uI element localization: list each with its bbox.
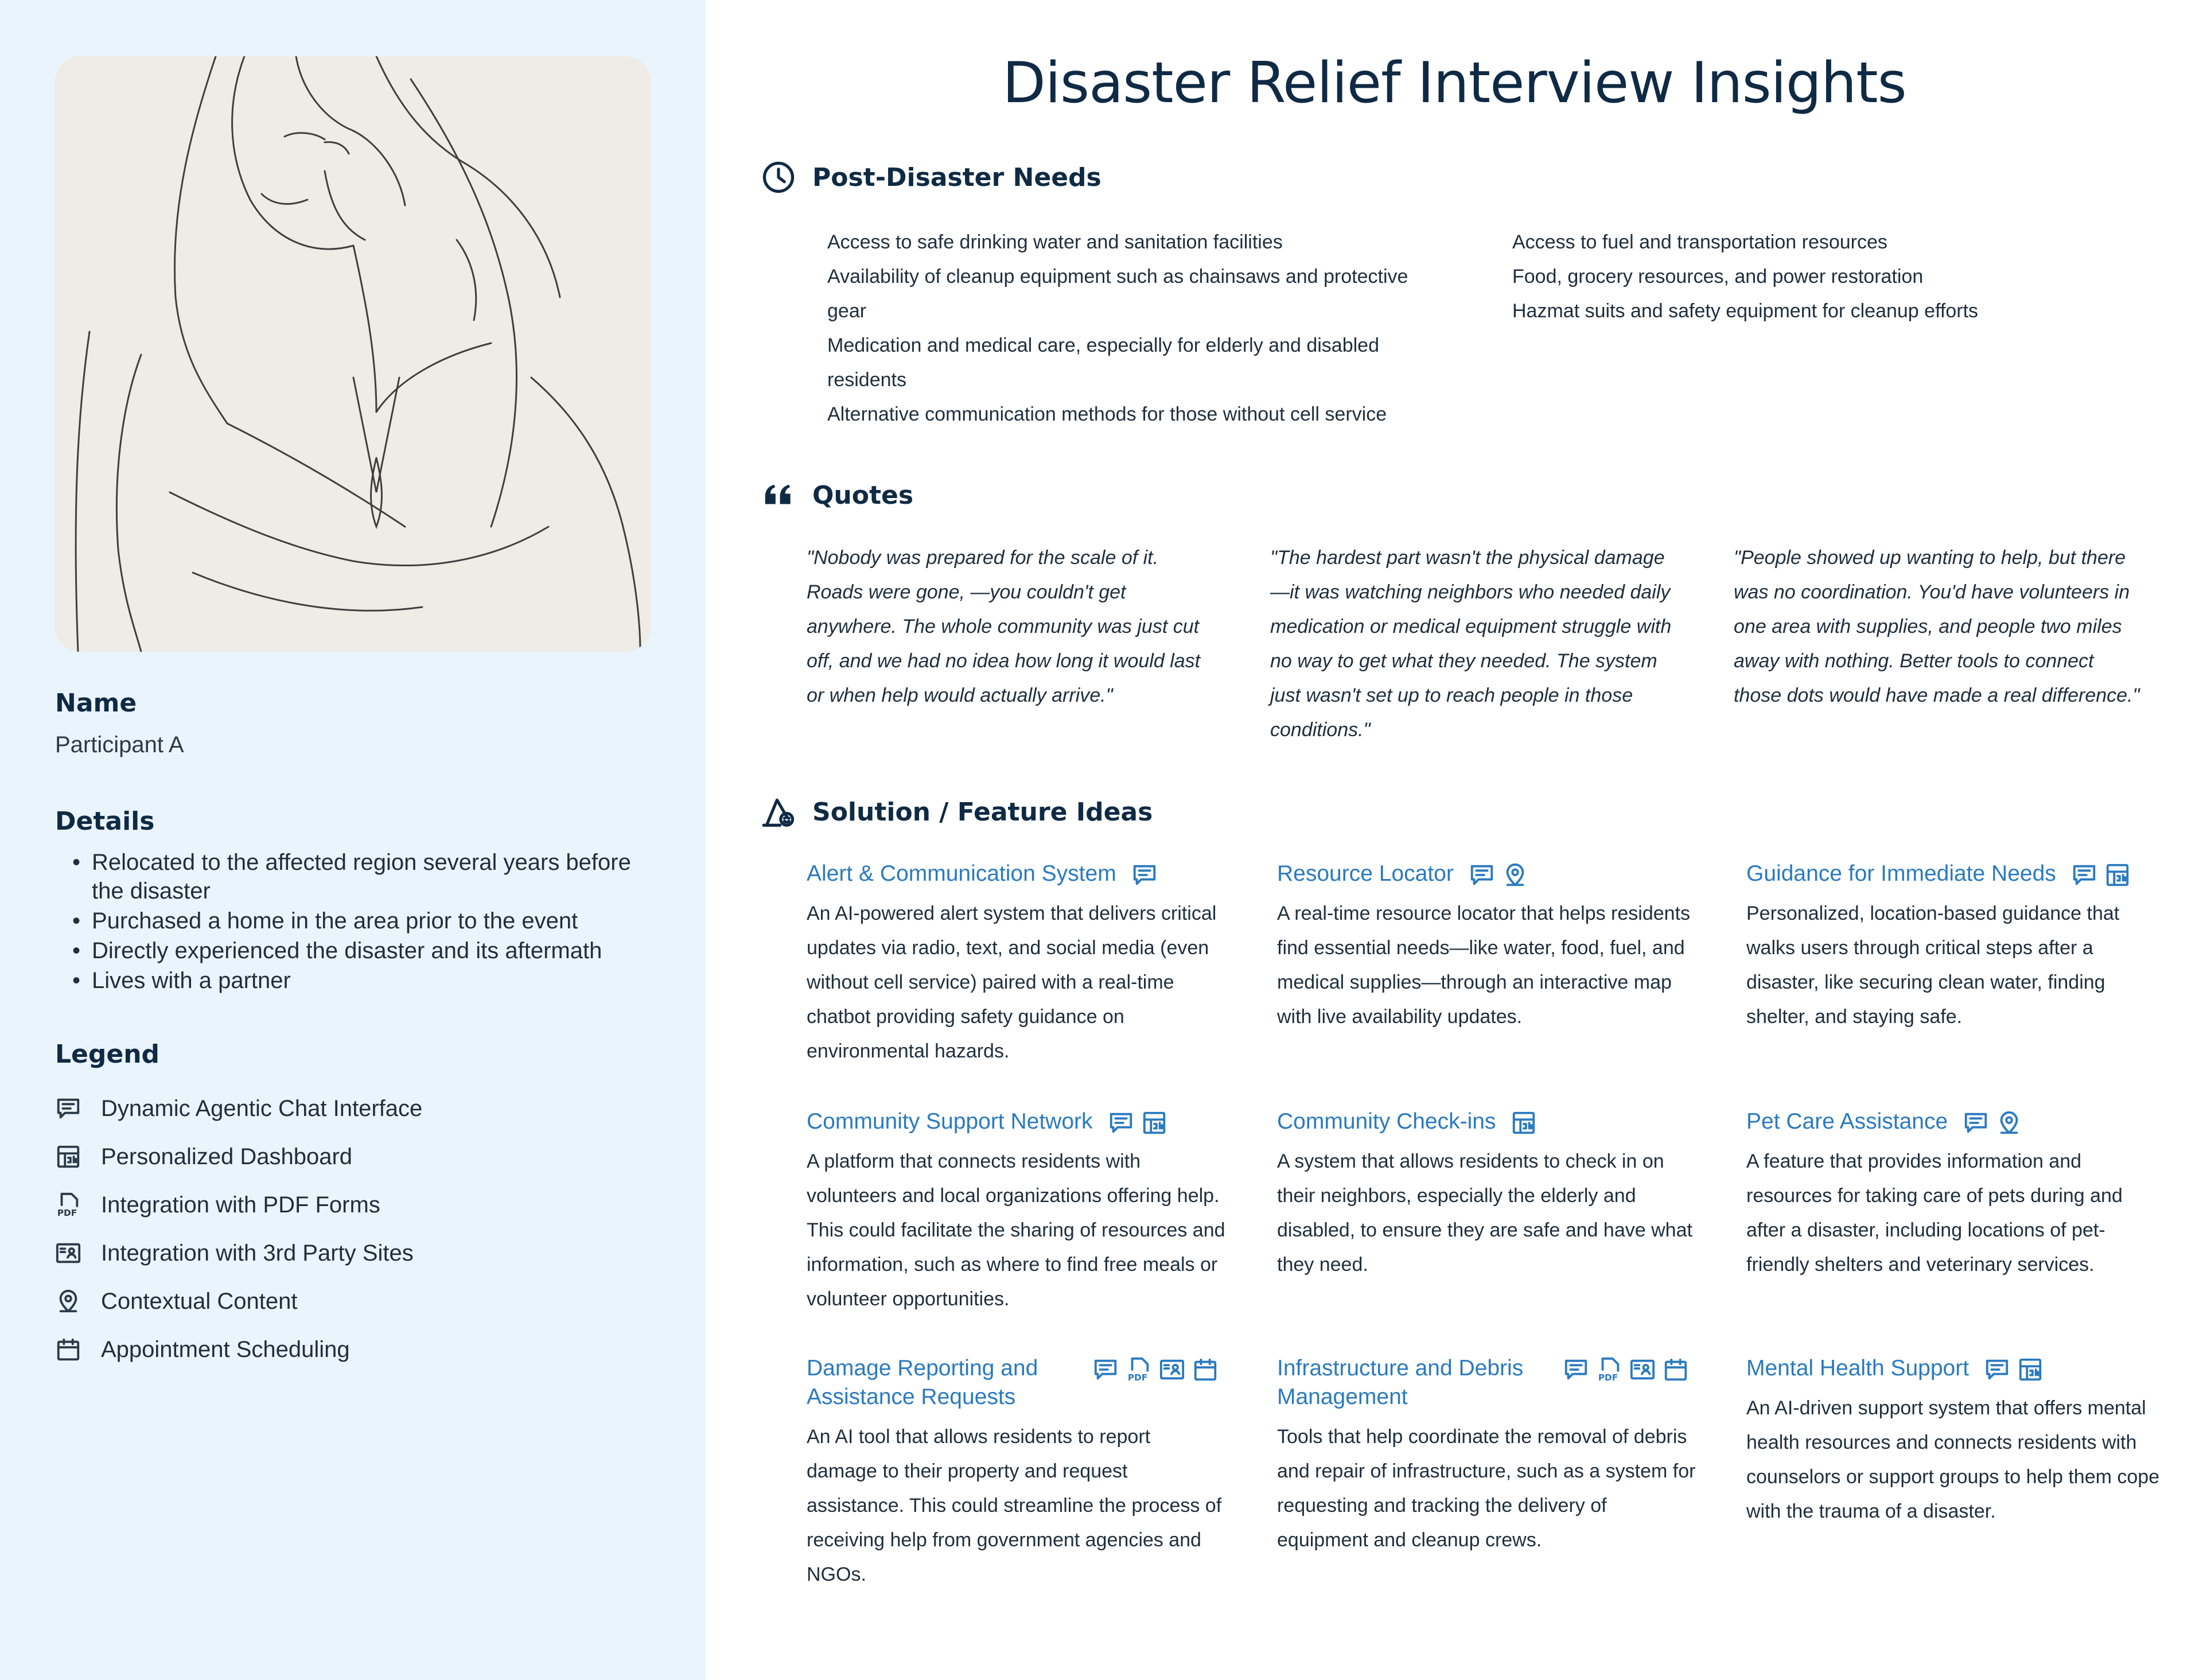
legend-item-third-party bbox=[55, 1229, 663, 1277]
dashboard-icon bbox=[1141, 1110, 1167, 1136]
feature-card bbox=[1746, 1354, 2165, 1529]
chat-icon bbox=[1963, 1110, 1989, 1136]
feature-title: Damage Reporting and Assistance Requests bbox=[807, 1356, 1038, 1409]
feature-icons bbox=[1131, 862, 1165, 888]
ideas-icon bbox=[761, 794, 796, 830]
legend-label: Integration with 3rd Party Sites bbox=[101, 1240, 414, 1266]
chat-icon bbox=[2071, 862, 2097, 888]
calendar-icon bbox=[55, 1336, 81, 1363]
legend-item-location bbox=[55, 1277, 663, 1325]
details-list bbox=[55, 848, 652, 996]
dashboard-icon bbox=[2104, 862, 2131, 888]
legend-label: Dynamic Agentic Chat Interface bbox=[101, 1095, 423, 1121]
needs-list-right bbox=[1512, 225, 2143, 328]
feature-card bbox=[1277, 860, 1696, 1034]
quote-3: "People showed up wanting to help, but there was no coordination. You'd have volunteers in one area with supplies, and people two miles away with nothing. Better tools to connect those dots would have made a real difference." bbox=[1734, 547, 2140, 706]
need-item: Alternative communication methods for those without cell service bbox=[827, 403, 1387, 425]
third-party-icon bbox=[1159, 1356, 1185, 1383]
main-content bbox=[706, 0, 2203, 1680]
svg-text:PDF: PDF bbox=[57, 1208, 77, 1218]
quote-2: "The hardest part wasn't the physical damage—it was watching neighbors who needed daily medication or medical equipment struggle with no way to get what they needed. The system just wasn't set up to reach people in those conditions." bbox=[1270, 547, 1672, 741]
feature-card bbox=[1277, 1107, 1696, 1282]
svg-text:PDF: PDF bbox=[1598, 1372, 1618, 1383]
chat-icon bbox=[1984, 1356, 2010, 1383]
features-heading: Solution / Feature Ideas bbox=[812, 797, 1153, 827]
dashboard-icon bbox=[2017, 1356, 2044, 1383]
quote-1: "Nobody was prepared for the scale of it. Roads were gone, —you couldn't get anywhere. The whole community was just cut off, and we had no idea how long it would last or when help would actually arrive." bbox=[807, 547, 1201, 706]
feature-description: An AI tool that allows residents to report damage to their property and request assistance. This could streamline the process of receiving help from government agencies and NGOs. bbox=[807, 1426, 1222, 1585]
page-title: Disaster Relief Interview Insights bbox=[1002, 50, 1906, 116]
feature-icons bbox=[1563, 1356, 1696, 1383]
need-item: Access to fuel and transportation resources bbox=[1512, 231, 1887, 253]
detail-item: • Purchased a home in the area prior to the event bbox=[55, 907, 652, 935]
legend-heading: Legend bbox=[55, 1040, 160, 1069]
need-item: Hazmat suits and safety equipment for cleanup efforts bbox=[1512, 300, 1979, 322]
feature-card bbox=[807, 1354, 1225, 1592]
svg-text:PDF: PDF bbox=[1127, 1372, 1148, 1383]
feature-description: An AI-driven support system that offers mental health resources and connects residents with counselors or support groups to help them cope with the trauma of a disaster. bbox=[1746, 1397, 2160, 1522]
feature-card bbox=[807, 1107, 1225, 1316]
third-party-icon bbox=[55, 1240, 81, 1266]
detail-item: • Directly experienced the disaster and its aftermath bbox=[55, 936, 652, 965]
feature-title: Infrastructure and Debris Management bbox=[1277, 1356, 1524, 1409]
quote-icon bbox=[761, 477, 796, 513]
legend-item-dashboard bbox=[55, 1133, 663, 1181]
chat-icon bbox=[1108, 1110, 1134, 1136]
feature-card bbox=[1746, 1107, 2165, 1282]
feature-icons bbox=[1511, 1110, 1544, 1136]
feature-icons bbox=[1108, 1110, 1174, 1136]
dashboard-icon bbox=[55, 1144, 81, 1170]
chat-icon bbox=[1092, 1356, 1119, 1383]
need-item: Access to safe drinking water and sanitation facilities bbox=[827, 231, 1283, 253]
legend-label: Integration with PDF Forms bbox=[101, 1192, 380, 1218]
feature-card bbox=[1277, 1354, 1696, 1557]
location-icon bbox=[55, 1288, 81, 1315]
pdf-icon bbox=[1126, 1356, 1152, 1383]
legend-label: Contextual Content bbox=[101, 1288, 298, 1314]
feature-icons bbox=[1092, 1356, 1225, 1383]
feature-title: Pet Care Assistance bbox=[1746, 1109, 1948, 1134]
location-icon bbox=[1996, 1110, 2022, 1136]
pdf-icon bbox=[1596, 1356, 1622, 1383]
feature-description: Tools that help coordinate the removal of debris and repair of infrastructure, such as a system for requesting and tracking the delivery of equipment and cleanup crews. bbox=[1277, 1426, 1696, 1551]
third-party-icon bbox=[1629, 1356, 1656, 1383]
participant-portrait-sketch bbox=[55, 56, 651, 652]
need-item: Availability of cleanup equipment such as chainsaws and protective gear bbox=[827, 266, 1408, 322]
feature-description: A real-time resource locator that helps residents find essential needs—like water, food, fuel, and medical supplies—through an interactive map with live availability updates. bbox=[1277, 903, 1691, 1028]
details-heading: Details bbox=[55, 807, 155, 836]
quotes-heading: Quotes bbox=[812, 480, 914, 510]
quotes-section-header bbox=[761, 477, 913, 513]
legend-item-calendar bbox=[55, 1325, 663, 1374]
calendar-icon bbox=[1663, 1356, 1689, 1383]
needs-list-left bbox=[827, 225, 1430, 431]
pdf-icon bbox=[55, 1192, 81, 1218]
calendar-icon bbox=[1192, 1356, 1219, 1383]
dashboard-icon bbox=[1511, 1110, 1537, 1136]
need-item: Food, grocery resources, and power restoration bbox=[1512, 266, 1924, 287]
feature-description: A platform that connects residents with volunteers and local organizations offering help. This could facilitate the sharing of resources and information, such as where to find free meals or volunteer opportunities. bbox=[807, 1150, 1225, 1310]
feature-title: Community Check-ins bbox=[1277, 1109, 1496, 1134]
feature-icons bbox=[1963, 1110, 2029, 1136]
name-heading: Name bbox=[55, 689, 137, 718]
feature-icons bbox=[2071, 862, 2138, 888]
legend-label: Personalized Dashboard bbox=[101, 1144, 353, 1169]
chat-icon bbox=[55, 1095, 81, 1122]
feature-title: Guidance for Immediate Needs bbox=[1746, 861, 2056, 886]
chat-icon bbox=[1563, 1356, 1589, 1383]
feature-description: Personalized, location-based guidance that walks users through critical steps after a disaster, like securing clean water, finding shelter, and staying safe. bbox=[1746, 903, 2120, 1028]
needs-heading: Post-Disaster Needs bbox=[812, 162, 1102, 192]
feature-card bbox=[807, 860, 1225, 1068]
feature-title: Community Support Network bbox=[807, 1109, 1093, 1134]
feature-title: Mental Health Support bbox=[1746, 1356, 1970, 1380]
legend-item-pdf bbox=[55, 1181, 663, 1229]
legend-item-chat bbox=[55, 1084, 663, 1133]
legend-label: Appointment Scheduling bbox=[101, 1336, 350, 1362]
feature-description: An AI-powered alert system that delivers critical updates via radio, text, and social media (even without cell service) paired with a real-time chatbot providing safety guidance on environmental hazards. bbox=[807, 903, 1217, 1062]
clock-icon bbox=[761, 160, 796, 195]
detail-item: • Relocated to the affected region several years before the disaster bbox=[55, 848, 652, 905]
participant-name: Participant A bbox=[55, 732, 184, 757]
feature-title: Resource Locator bbox=[1277, 861, 1454, 886]
legend-list bbox=[55, 1084, 663, 1374]
location-icon bbox=[1502, 862, 1528, 888]
sidebar bbox=[0, 0, 706, 1680]
detail-item: • Lives with a partner bbox=[55, 966, 652, 995]
needs-section-header bbox=[761, 160, 1102, 195]
feature-card bbox=[1746, 860, 2165, 1034]
feature-description: A feature that provides information and resources for taking care of pets during and after a disaster, including locations of pet-friendly shelters and veterinary services. bbox=[1746, 1150, 2123, 1275]
feature-icons bbox=[1984, 1356, 2050, 1383]
feature-icons bbox=[1469, 862, 1535, 888]
chat-icon bbox=[1469, 862, 1495, 888]
chat-icon bbox=[1131, 862, 1158, 888]
features-section-header bbox=[761, 794, 1153, 830]
feature-title: Alert & Communication System bbox=[807, 861, 1116, 886]
feature-description: A system that allows residents to check in on their neighbors, especially the elderly and disabled, to ensure they are safe and have what they need. bbox=[1277, 1150, 1692, 1275]
need-item: Medication and medical care, especially for elderly and disabled residents bbox=[827, 335, 1379, 391]
